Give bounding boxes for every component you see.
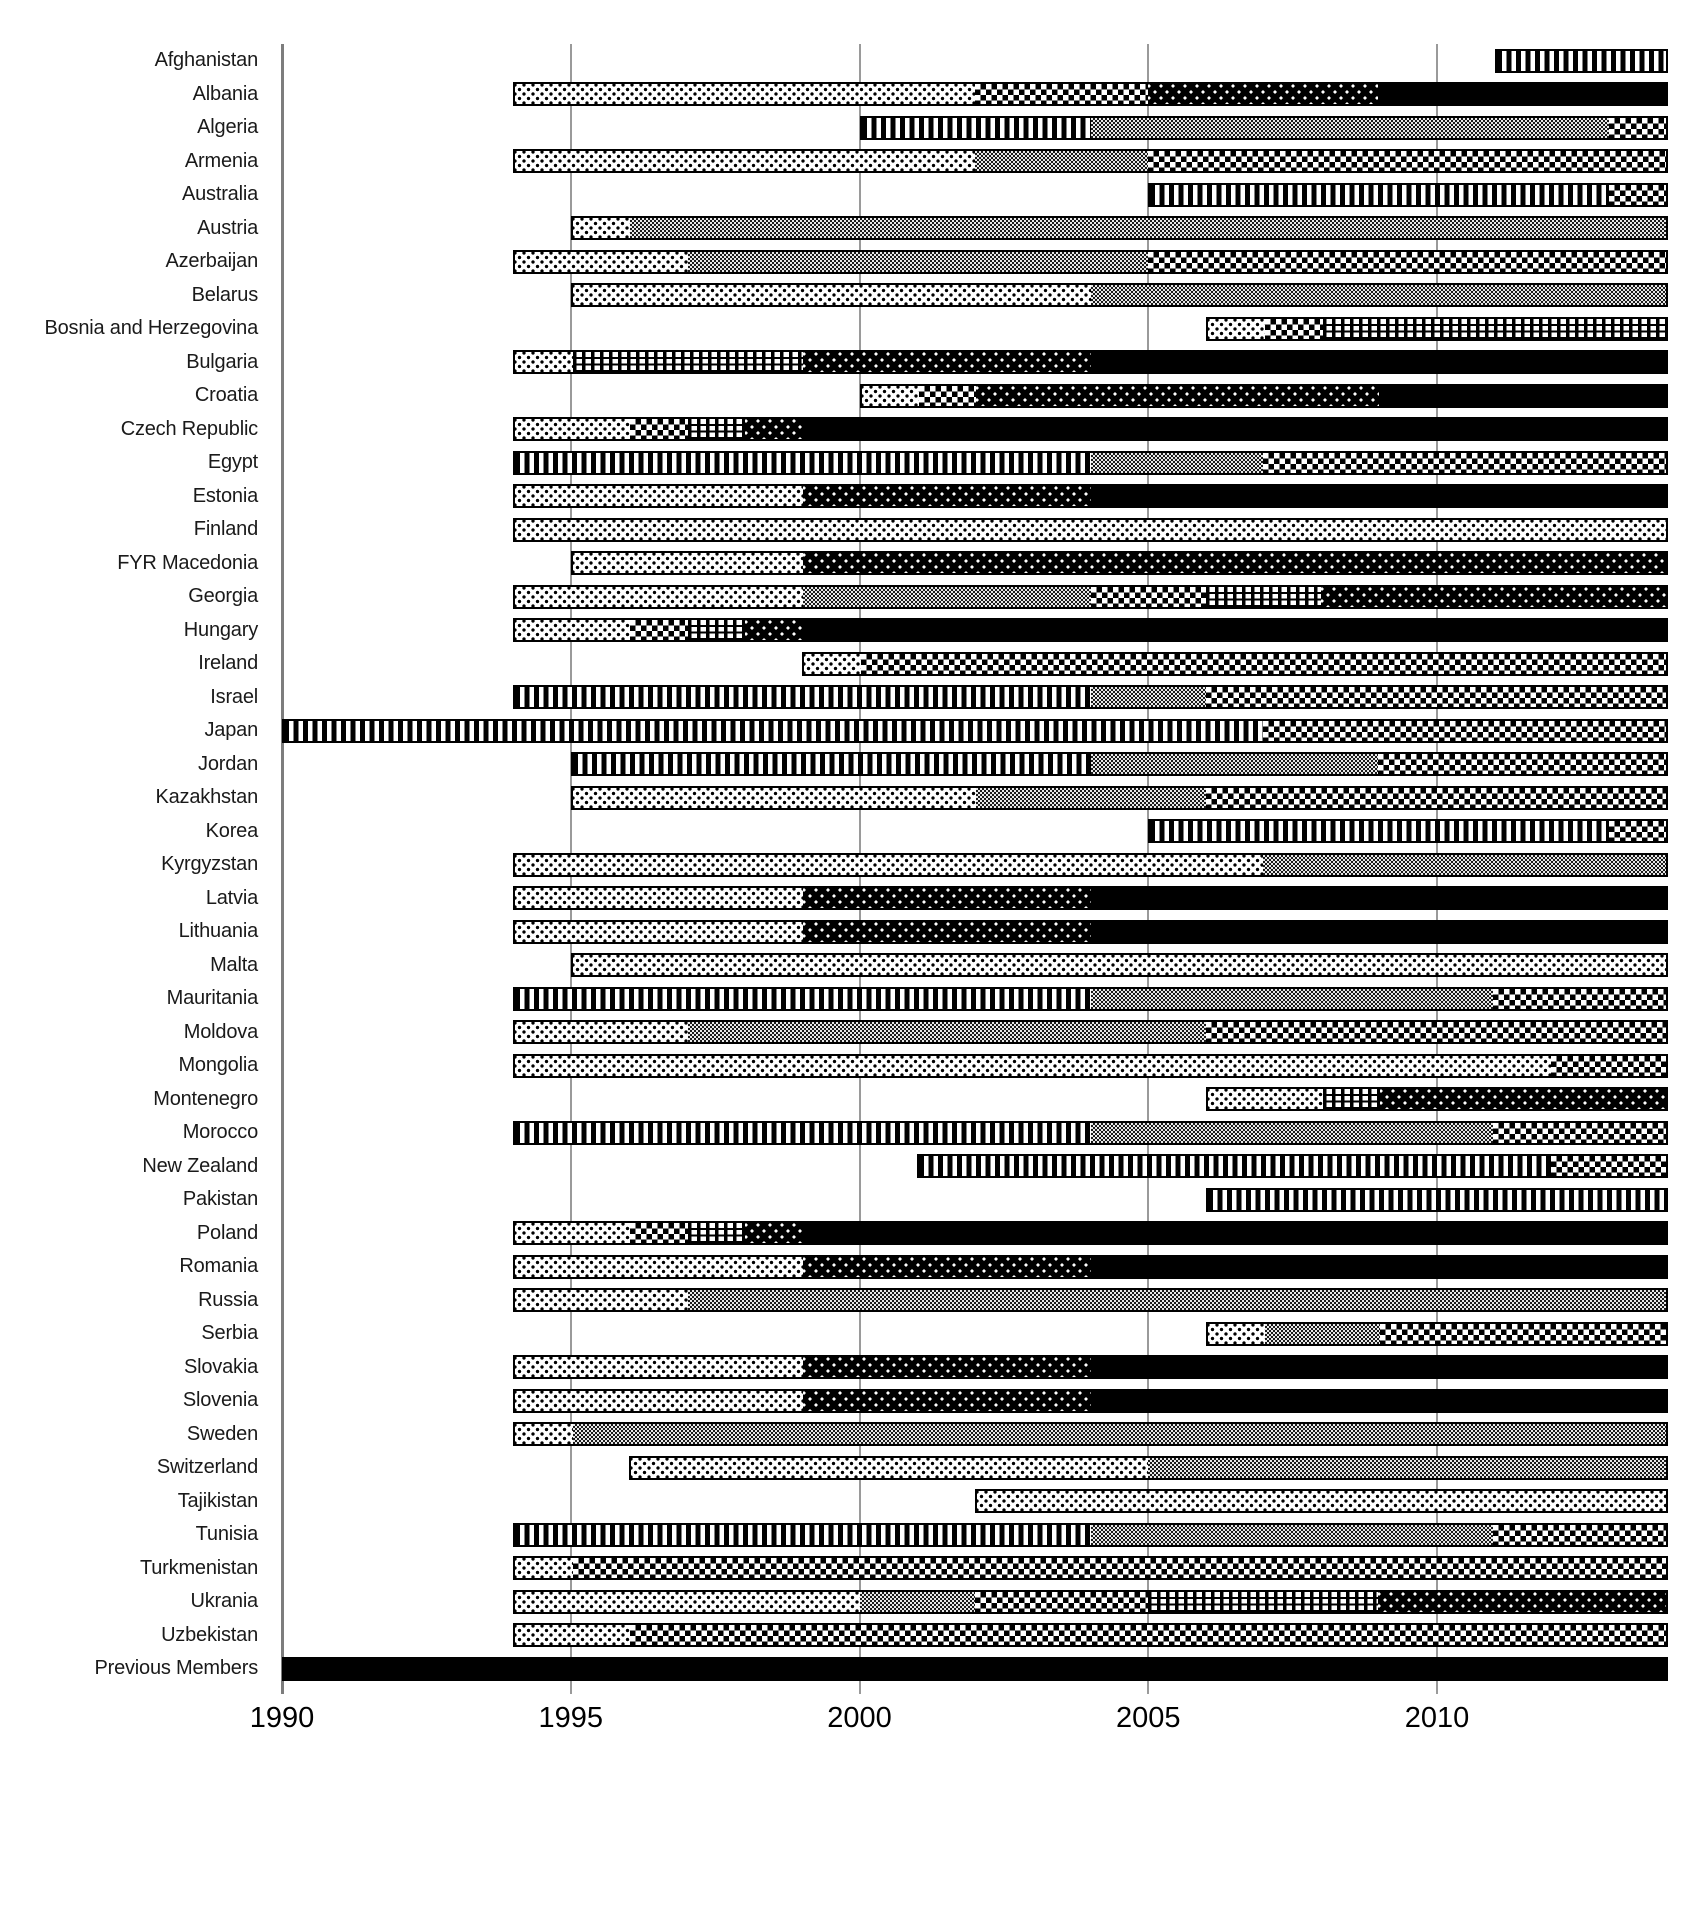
bar-segment-inverse_dotted [1380, 1089, 1666, 1109]
bar-segment-dotted [515, 587, 803, 607]
country-bar [513, 1221, 1668, 1245]
bar-segment-vstripes [515, 687, 1091, 707]
bar-segment-checker [1206, 788, 1666, 808]
bar-segment-gray_weave [1091, 1123, 1494, 1143]
bar-segment-gray_weave [630, 218, 1666, 238]
country-label: Estonia [192, 484, 258, 507]
bar-segment-checker [1609, 821, 1666, 841]
bar-segment-inverse_dotted [803, 888, 1091, 908]
country-label: Tunisia [195, 1523, 258, 1545]
bar-segment-dotted [631, 1458, 1149, 1478]
bar-segment-grid [1206, 587, 1321, 607]
country-label: Serbia [201, 1322, 258, 1344]
bar-segment-gray_weave [1263, 855, 1666, 875]
country-bar [571, 283, 1668, 307]
bar-segment-solid [1091, 1257, 1667, 1277]
country-bar [513, 1020, 1668, 1044]
country-label: Moldova [183, 1020, 258, 1043]
country-label: Kyrgyzstan [161, 853, 258, 875]
bar-segment-gray_weave [1091, 453, 1264, 473]
country-bar [1206, 1188, 1668, 1212]
country-bar [1148, 819, 1668, 843]
country-bar [513, 1255, 1668, 1279]
country-bar [513, 685, 1668, 709]
gridline-1990 [281, 44, 284, 1694]
bar-segment-gray_weave [1091, 754, 1379, 774]
bar-segment-solid [1091, 1391, 1667, 1411]
country-bar [513, 920, 1668, 944]
country-label: Kazakhstan [155, 786, 258, 808]
bar-segment-checker [975, 1592, 1148, 1612]
bar-segment-dotted [862, 386, 919, 406]
bar-segment-inverse_dotted [803, 1391, 1091, 1411]
country-bar [513, 1422, 1668, 1446]
bar-segment-solid [803, 1223, 1666, 1243]
country-bar [513, 1121, 1668, 1145]
country-bar [513, 1355, 1668, 1379]
country-bar [860, 116, 1669, 140]
country-label: Ireland [198, 652, 258, 674]
bar-segment-checker [1551, 1056, 1666, 1076]
bar-segment-solid [1091, 1357, 1667, 1377]
country-label: Finland [193, 518, 258, 540]
x-axis-label: 2000 [827, 1702, 892, 1734]
bar-segment-checker [1263, 453, 1666, 473]
bar-segment-inverse_dotted [745, 1223, 803, 1243]
country-bar [513, 451, 1668, 475]
bar-segment-dotted [515, 486, 803, 506]
bar-segment-gray_weave [1091, 687, 1206, 707]
country-bar [282, 719, 1668, 743]
bar-segment-grid [1323, 319, 1667, 339]
bar-segment-gray_weave [688, 1290, 1666, 1310]
bar-segment-vstripes [919, 1156, 1551, 1176]
bar-segment-checker [1609, 118, 1666, 138]
bar-segment-vstripes [862, 118, 1092, 138]
x-axis-label: 1995 [538, 1702, 603, 1734]
country-label: Azerbaijan [165, 250, 258, 272]
bar-segment-dotted [515, 1257, 803, 1277]
bar-segment-dotted [573, 553, 803, 573]
bar-segment-checker [1380, 1324, 1666, 1344]
country-label: Australia [181, 183, 258, 205]
country-bar [513, 1054, 1668, 1078]
bar-segment-dotted [515, 1056, 1551, 1076]
country-bar [1206, 317, 1668, 341]
bar-segment-solid [284, 1659, 1666, 1679]
country-bar [802, 652, 1668, 676]
country-label: Egypt [207, 451, 258, 473]
country-label: Sweden [186, 1422, 258, 1445]
country-label: Morocco [182, 1121, 258, 1143]
country-label: Previous Members [94, 1657, 258, 1679]
bar-segment-checker [630, 1625, 1666, 1645]
bar-segment-solid [1091, 922, 1667, 942]
bar-segment-grid [688, 620, 746, 640]
bar-segment-checker [1148, 151, 1666, 171]
bar-segment-dotted [1208, 319, 1265, 339]
bar-segment-checker [1493, 989, 1666, 1009]
country-bar [513, 149, 1668, 173]
x-axis-label: 2010 [1404, 1702, 1470, 1734]
bar-segment-vstripes [1150, 185, 1608, 205]
country-bar [513, 1389, 1668, 1413]
bar-segment-vstripes [515, 1525, 1091, 1545]
bar-segment-inverse_dotted [803, 486, 1091, 506]
country-label: Croatia [194, 384, 258, 406]
bar-segment-inverse_dotted [803, 1257, 1091, 1277]
bar-segment-dotted [573, 285, 1091, 305]
bar-segment-solid [1091, 486, 1667, 506]
bar-segment-dotted [515, 855, 1263, 875]
country-bar [629, 1456, 1669, 1480]
bar-segment-dotted [515, 620, 630, 640]
bar-segment-checker [573, 1558, 1666, 1578]
bar-segment-dotted [977, 1491, 1666, 1511]
country-bar [571, 953, 1668, 977]
country-label: Slovakia [184, 1355, 258, 1378]
bar-segment-checker [630, 1223, 688, 1243]
country-label: Uzbekistan [161, 1623, 258, 1646]
country-label: Russia [198, 1288, 258, 1311]
bar-segment-solid [1091, 352, 1667, 372]
bar-segment-dotted [573, 218, 631, 238]
country-label: Bosnia and Herzegovina [44, 317, 258, 339]
country-label: Slovenia [182, 1389, 258, 1411]
country-label: Armenia [184, 149, 258, 172]
bar-segment-dotted [515, 1290, 688, 1310]
bar-segment-inverse_dotted [803, 922, 1091, 942]
bar-segment-grid [688, 419, 746, 439]
country-bar [513, 417, 1668, 441]
country-bar [571, 786, 1668, 810]
bar-segment-dotted [515, 1357, 803, 1377]
country-label: Latvia [205, 886, 258, 909]
x-axis-label: 2005 [1115, 1702, 1181, 1734]
bar-segment-checker [1263, 721, 1666, 741]
bar-segment-checker [975, 84, 1148, 104]
bar-segment-vstripes [573, 754, 1091, 774]
bar-segment-grid [1323, 1089, 1380, 1109]
country-label: Jordan [198, 752, 258, 775]
country-label: Afghanistan [154, 49, 258, 71]
country-label: Japan [204, 719, 258, 741]
bar-segment-checker [1551, 1156, 1666, 1176]
bar-segment-solid [803, 419, 1666, 439]
bar-segment-gray_weave [1091, 285, 1666, 305]
country-bar [513, 853, 1668, 877]
bar-segment-dotted [515, 1223, 630, 1243]
bar-segment-dotted [515, 151, 975, 171]
country-label: Czech Republic [120, 417, 258, 440]
bar-segment-gray_weave [1091, 118, 1608, 138]
country-label: Romania [179, 1255, 258, 1277]
bar-segment-checker [919, 386, 976, 406]
country-bar [975, 1489, 1668, 1513]
country-label: Montenegro [153, 1087, 258, 1110]
bar-segment-inverse_dotted [803, 1357, 1091, 1377]
country-bar [513, 618, 1668, 642]
country-bar [860, 384, 1669, 408]
country-label: Austria [197, 216, 258, 239]
bar-segment-dotted [515, 1391, 803, 1411]
bar-segment-gray_weave [1265, 1324, 1380, 1344]
bar-segment-checker [630, 419, 688, 439]
country-bar [1495, 49, 1668, 73]
country-bar [282, 1657, 1668, 1681]
bar-segment-dotted [573, 955, 1666, 975]
bar-segment-dotted [515, 1424, 573, 1444]
bar-segment-grid [573, 352, 803, 372]
bar-segment-checker [1206, 1022, 1666, 1042]
country-bar [513, 350, 1668, 374]
country-bar [571, 752, 1668, 776]
bar-segment-vstripes [1497, 51, 1666, 71]
bar-segment-checker [1609, 185, 1666, 205]
country-label: Belarus [191, 283, 258, 306]
bar-segment-gray_weave [1091, 1525, 1494, 1545]
bar-segment-checker [1265, 319, 1322, 339]
bar-segment-gray_weave [573, 1424, 1666, 1444]
bar-segment-vstripes [515, 453, 1091, 473]
bar-segment-checker [1493, 1525, 1666, 1545]
country-label: FYR Macedonia [117, 551, 258, 574]
country-bar [917, 1154, 1668, 1178]
country-bar [513, 1288, 1668, 1312]
country-label: Switzerland [156, 1456, 258, 1478]
bar-segment-checker [861, 654, 1666, 674]
country-bar [513, 987, 1668, 1011]
bar-segment-checker [1148, 252, 1666, 272]
bar-segment-dotted [515, 352, 573, 372]
bar-segment-dotted [515, 84, 975, 104]
bar-segment-dotted [515, 252, 688, 272]
country-bar [1206, 1322, 1668, 1346]
bar-segment-dotted [515, 1022, 688, 1042]
bar-segment-gray_weave [860, 1592, 975, 1612]
bar-segment-grid [688, 1223, 746, 1243]
bar-segment-solid [803, 620, 1666, 640]
bar-segment-vstripes [515, 1123, 1091, 1143]
bar-segment-gray_weave [803, 587, 1091, 607]
bar-segment-dotted [804, 654, 861, 674]
bar-segment-dotted [1208, 1089, 1323, 1109]
country-label: Mauritania [166, 987, 258, 1009]
bar-segment-dotted [1208, 1324, 1265, 1344]
bar-segment-vstripes [1150, 821, 1608, 841]
country-bar [571, 551, 1668, 575]
country-bar [513, 82, 1668, 106]
country-bar [571, 216, 1668, 240]
country-label: Bulgaria [186, 350, 258, 373]
bar-segment-inverse_dotted [745, 419, 803, 439]
bar-segment-grid [1148, 1592, 1378, 1612]
bar-segment-inverse_dotted [803, 553, 1666, 573]
country-label: New Zealand [142, 1154, 258, 1177]
country-label: Georgia [188, 585, 258, 607]
country-label: Albania [192, 82, 258, 105]
country-label: Hungary [183, 618, 258, 641]
bar-segment-inverse_dotted [1321, 587, 1666, 607]
country-label: Ukrania [190, 1590, 258, 1612]
bar-segment-vstripes [284, 721, 1263, 741]
bar-segment-solid [1378, 84, 1666, 104]
country-label: Tajikistan [177, 1489, 258, 1512]
country-label: Turkmenistan [139, 1556, 258, 1579]
country-bar [1148, 183, 1668, 207]
bar-segment-dotted [573, 788, 976, 808]
country-label: Mongolia [178, 1054, 258, 1076]
bar-segment-vstripes [1208, 1190, 1666, 1210]
country-bar [513, 886, 1668, 910]
bar-segment-dotted [515, 1558, 573, 1578]
bar-segment-dotted [515, 1592, 860, 1612]
country-label: Malta [210, 953, 258, 976]
bar-segment-dotted [515, 888, 803, 908]
country-bar [513, 1523, 1668, 1547]
country-label: Poland [196, 1221, 258, 1244]
bar-segment-inverse_dotted [976, 386, 1378, 406]
country-bar [513, 1556, 1668, 1580]
bar-segment-dotted [515, 419, 630, 439]
country-label: Algeria [197, 116, 258, 138]
bar-segment-gray_weave [976, 788, 1206, 808]
bar-segment-solid [1091, 888, 1667, 908]
bar-segment-checker [1493, 1123, 1666, 1143]
bar-segment-dotted [515, 922, 803, 942]
country-label: Israel [210, 685, 258, 708]
country-label: Pakistan [182, 1188, 258, 1210]
bar-segment-checker [630, 620, 688, 640]
bar-segment-gray_weave [1091, 989, 1494, 1009]
bar-segment-vstripes [515, 989, 1091, 1009]
bar-segment-checker [1378, 754, 1666, 774]
bar-segment-inverse_dotted [1378, 1592, 1666, 1612]
bar-segment-gray_weave [975, 151, 1148, 171]
bar-segment-solid [1379, 386, 1666, 406]
country-bar [513, 1623, 1668, 1647]
country-bar [513, 484, 1668, 508]
bar-segment-gray_weave [1148, 1458, 1666, 1478]
x-axis-label: 1990 [249, 1702, 315, 1734]
country-label: Lithuania [178, 920, 258, 942]
country-bar [513, 1590, 1668, 1614]
plot-area [282, 44, 1668, 1694]
bar-segment-gray_weave [688, 1022, 1206, 1042]
bar-segment-gray_weave [688, 252, 1148, 272]
bar-segment-inverse_dotted [745, 620, 803, 640]
country-bar [513, 250, 1668, 274]
bar-segment-checker [1091, 587, 1206, 607]
country-bar [1206, 1087, 1668, 1111]
bar-segment-dotted [515, 520, 1666, 540]
bar-segment-inverse_dotted [1148, 84, 1378, 104]
country-label: Korea [205, 819, 258, 842]
bar-segment-dotted [515, 1625, 630, 1645]
bar-segment-inverse_dotted [803, 352, 1091, 372]
country-bar [513, 518, 1668, 542]
bar-segment-checker [1206, 687, 1666, 707]
country-bar [513, 585, 1668, 609]
